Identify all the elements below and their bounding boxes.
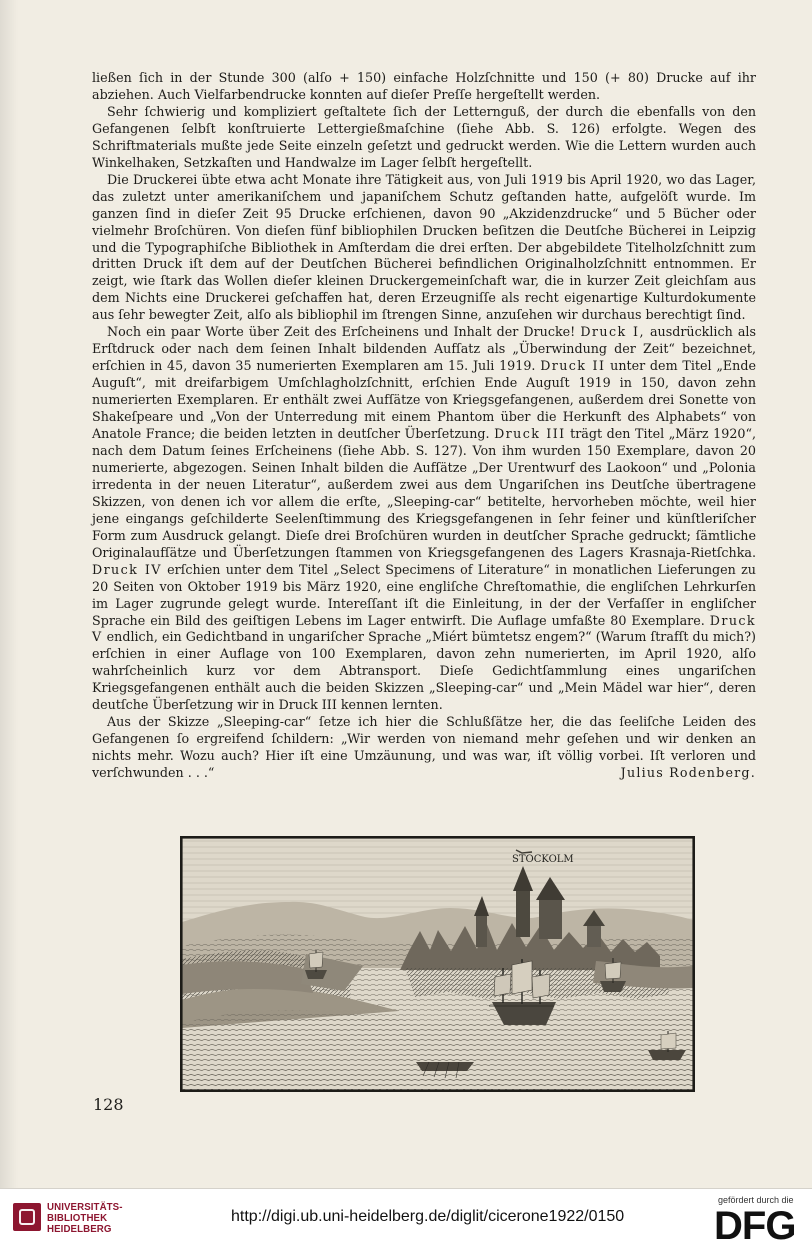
dfg-caption: gefördert durch die [718,1195,794,1205]
author-signature: Julius Rodenberg. [620,765,756,781]
paragraph-4-druck-i: ausdrücklich als Erſtdruck oder nach dem ſeinen Inhalt bildenden Aufſatz als „Überwindung der Zeit“ bezeichnet, erſchien in 45, davon 35 numerierten Exemplaren am 15. Juli 1919. [92,324,756,374]
stockholm-engraving [180,836,695,1092]
paragraph-4-druck-v: endlich, ein Gedichtband in ungariſcher Sprache „Miért bümtetsz engem?“ (Warum ſtrafſt du mich?) erſchien in einer Auflage von 100 Exemplaren, davon zehn numerierten, im April 1920, alſo wahrſcheinlich kurz vor dem Abtransport. Dieſe Gedichtſammlung eines ungariſchen Kriegsgefangenen enthält auch die beiden Skizzen „Sleeping-car“ und „Mein Mädel war hier“, deren deutſche Überſetzung wir in Druck III kennen lernten. [92,629,756,713]
druck-v-label: Druck V [92,612,756,645]
library-logo-line-3: HEIDELBERG [47,1224,112,1235]
page-number: 128 [93,1095,124,1114]
library-logo-line-2: BIBLIOTHEK [47,1213,108,1224]
page-edge-shadow [0,0,18,1188]
library-footer [0,1188,812,1248]
paragraph-4-druck-ii: unter dem Titel „Ende Auguſt“, mit dreifarbigem Umſchlagholzſchnitt, erſchien Ende Auguſt 1919 in 150, davon zehn numerierten Exemplaren. Er enthält zwei Aufſätze von Kriegsgefangenen, außerdem drei Sonette von Shakeſpeare und „Von der Unterredung mit einem Phantom über die Herkunft des Alphabets“ von Anatole France; die beiden letzten in deutſcher Überſetzung. [92,358,756,442]
figure-caption: STOCKOLM [512,854,574,865]
paragraph-4 [92,324,756,714]
paragraph-5 [92,714,756,782]
paragraph-3: Die Druckerei übte etwa acht Monate ihre Tätigkeit aus, von Juli 1919 bis April 1920, wo das Lager, das zuletzt unter amerikaniſchem und japaniſchem Schutz geſtanden hatte, aufgelöſt wurde. Im ganzen ſind in dieſer Zeit 95 Drucke erſchienen, davon 90 „Akzidenzdrucke“ und 5 Bücher oder vielmehr Broſchüren. Von dieſen fünf bibliophilen Drucken beſitzen die Deutſche Bücherei in Leipzig und die Typographiſche Bibliothek in Amſterdam die drei erſten. Der abgebildete Titelholzſchnitt zum dritten Druck iſt dem auf der Deutſchen Bücherei befindlichen Originalholzſchnitt entnommen. Er zeigt, wie ſtark das Wollen dieſer kleinen Druckergemeinſchaft war, die in kurzer Zeit gleichſam aus dem Nichts eine Druckerei geſchaffen hat, deren Erzeugniſſe als recht eigenartige Kulturdokumente aus ſehr bewegter Zeit, alſo als bibliophil im ſtrengen Sinne, anzuſehen wir durchaus berechtigt ſind. [92,171,756,323]
paragraph-4-druck-iv: erſchien unter dem Titel „Select Specimens of Literature“ in monatlichen Lieferungen zu 20 Seiten von Oktober 1919 bis März 1920, eine engliſche Chreſtomathie, die engliſchen Lehrkurſen im Lager zugrunde gelegt wurde. Intereſſant iſt die Einleitung, in der der Verfaſſer in engliſcher Sprache ein Bild des geiſtigen Lebens im Lager entwirft. Die Auflage umfaßte 80 Exemplare. [92,561,756,628]
digital-library-url[interactable]: http://digi.ub.uni-heidelberg.de/diglit/cicerone1922/0150 [231,1208,625,1225]
dfg-logo[interactable]: DFG [714,1204,796,1248]
paragraph-4-druck-iii: trägt den Titel „März 1920“, nach dem Datum ſeines Erſcheinens (ſiehe Abb. S. 127). Von ihm wurden 150 Exemplare, davon 20 numerierte, abgezogen. Seinen Inhalt bilden die Aufſätze „Der Urentwurf des Laokoon“ und „Polonia irredenta in der neuen Literatur“, außerdem zwei aus dem Ungariſchen ins Deutſche übertragene Skizzen, von denen ich vor allem die erſte, „Sleeping-car“ betitelte, hervorheben möchte, weil hier jene eingangs geſchilderte Seelenſtimmung des Kriegsgefangenen in ſehr feiner und künſtleriſcher Form zum Ausdruck gelangt. Dieſe drei Broſchüren wurden in deutſcher Sprache gedruckt; ſämtliche Originalaufſätze und Überſetzungen ſtammen von Kriegsgefangenen des Lagers Krasnaja-Rietſchka. [92,426,756,560]
library-emblem-icon [13,1203,41,1231]
druck-iii-label: Druck III [494,426,566,442]
paragraph-5-text: Aus der Skizze „Sleeping-car“ ſetze ich hier die Schlußſätze her, die das ſeeliſche Leiden des Gefangenen ſo ergreifend ſchildern: „Wir werden von niemand mehr geſehen und wir denken an nichts mehr. Wozu auch? Hier iſt eine Umzäunung, und was war, iſt völlig vorbei. Iſt verloren und verſchwunden . . .“ [92,714,756,781]
druck-i-label: Druck I, [580,324,645,340]
library-logo-line-1: UNIVERSITÄTS- [47,1202,123,1213]
library-logo-text [47,1202,123,1235]
engraving-illustration [182,838,693,1090]
paragraph-2: Sehr ſchwierig und kompliziert geſtaltete ſich der Letternguß, der durch die ebenfalls von den Gefangenen ſelbſt konſtruierte Lettergießmaſchine (ſiehe Abb. S. 126) erfolgte. Wegen des Schriftmaterials mußte jede Seite einzeln geſetzt und gedruckt werden. Wie die Lettern wurden auch Winkelhaken, Setzkaſten und Handwalze im Lager ſelbſt hergeſtellt. [92,103,756,170]
paragraph-4-intro: Noch ein paar Worte über Zeit des Erſcheinens und Inhalt der Drucke! [107,324,576,340]
druck-iv-label: Druck IV [92,561,162,577]
article-text [92,70,756,782]
university-library-logo[interactable] [13,1202,123,1236]
druck-ii-label: Druck II [540,358,606,374]
paragraph-1: ließen ſich in der Stunde 300 (alſo + 150) einfache Holzſchnitte und 150 (+ 80) Drucke auf ihr abziehen. Auch Vielfarbendrucke konnten auf dieſer Preſſe hergeſtellt werden. [92,70,756,102]
